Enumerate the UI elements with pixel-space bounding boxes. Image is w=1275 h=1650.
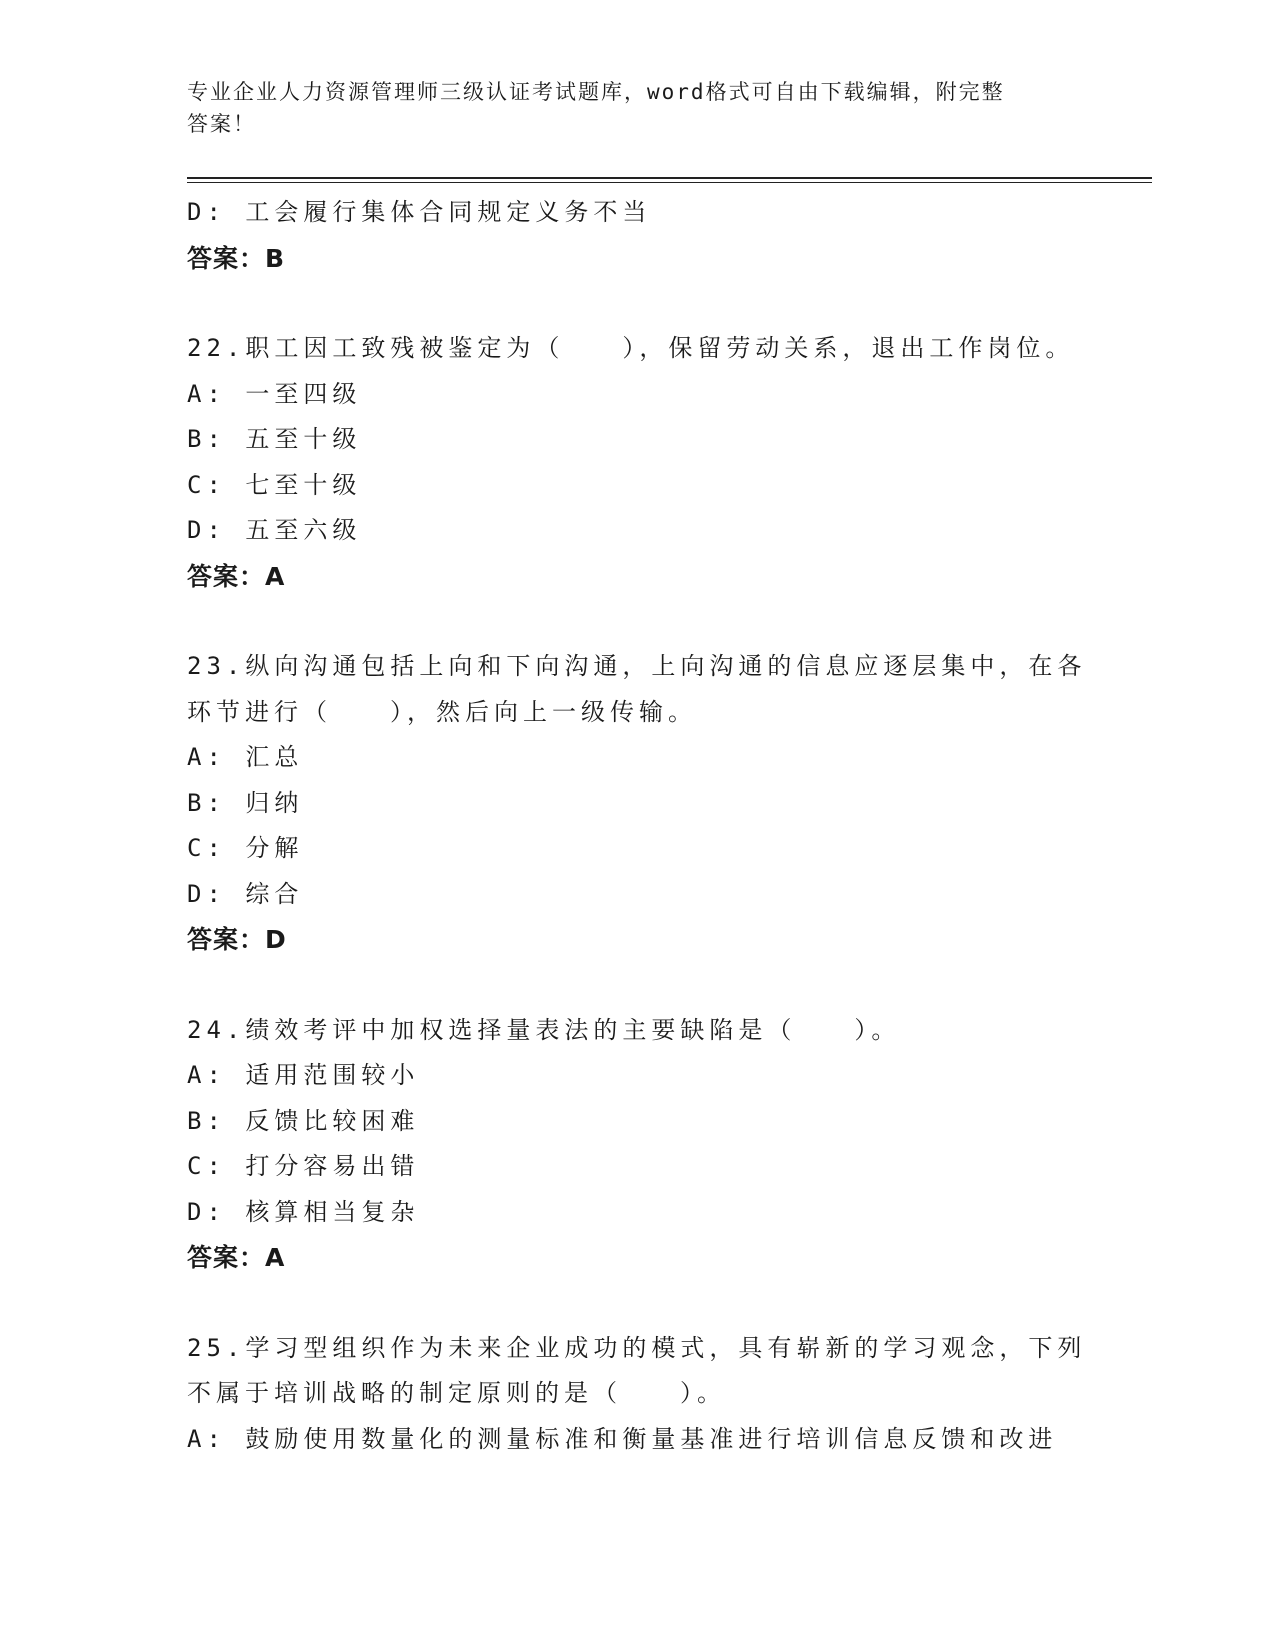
spacer [187, 281, 1152, 326]
answer: 答案：A [187, 1243, 286, 1272]
option-d: D: 核算相当复杂 [187, 1197, 420, 1226]
option-b: B: 反馈比较困难 [187, 1106, 420, 1135]
header-divider [187, 177, 1152, 183]
option-b: B: 归纳 [187, 788, 304, 817]
question-23 [187, 644, 1152, 963]
spacer [187, 963, 1152, 1008]
question-25 [187, 1326, 1152, 1463]
document-header [187, 76, 1067, 140]
option-d: D: 工会履行集体合同规定义务不当 [187, 198, 652, 226]
question-stem-line-1: 25.学习型组织作为未来企业成功的模式，具有崭新的学习观念，下列 [187, 1333, 1087, 1362]
answer: 答案：A [187, 561, 286, 591]
option-a: A: 汇总 [187, 743, 304, 771]
header-line-2: 答案！ [187, 112, 256, 136]
option-a: A: 鼓励使用数量化的测量标准和衡量基准进行培训信息反馈和改进 [187, 1424, 1058, 1453]
option-b: B: 五至十级 [187, 425, 362, 453]
question-21 [187, 190, 1152, 281]
spacer [187, 1281, 1152, 1326]
question-stem: 22.职工因工致残被鉴定为（ ），保留劳动关系，退出工作岗位。 [187, 334, 1075, 362]
header-line-1: 专业企业人力资源管理师三级认证考试题库，word格式可自由下载编辑，附完整 [187, 80, 1005, 104]
question-stem-line-2: 环节进行（ ），然后向上一级传输。 [187, 697, 697, 726]
option-c: C: 七至十级 [187, 470, 362, 499]
option-d: D: 五至六级 [187, 516, 362, 544]
question-list [187, 190, 1152, 1462]
answer: 答案：B [187, 243, 286, 273]
option-d: D: 综合 [187, 879, 304, 908]
spacer [187, 599, 1152, 644]
question-stem-line-2: 不属于培训战略的制定原则的是（ ）。 [187, 1379, 726, 1407]
option-a: A: 适用范围较小 [187, 1061, 420, 1089]
question-24 [187, 1008, 1152, 1281]
option-a: A: 一至四级 [187, 379, 362, 408]
question-stem: 24.绩效考评中加权选择量表法的主要缺陷是（ ）。 [187, 1015, 901, 1044]
answer: 答案：D [187, 925, 287, 954]
question-22 [187, 326, 1152, 599]
option-c: C: 分解 [187, 834, 304, 862]
option-c: C: 打分容易出错 [187, 1152, 420, 1180]
question-stem-line-1: 23.纵向沟通包括上向和下向沟通，上向沟通的信息应逐层集中，在各 [187, 652, 1087, 680]
